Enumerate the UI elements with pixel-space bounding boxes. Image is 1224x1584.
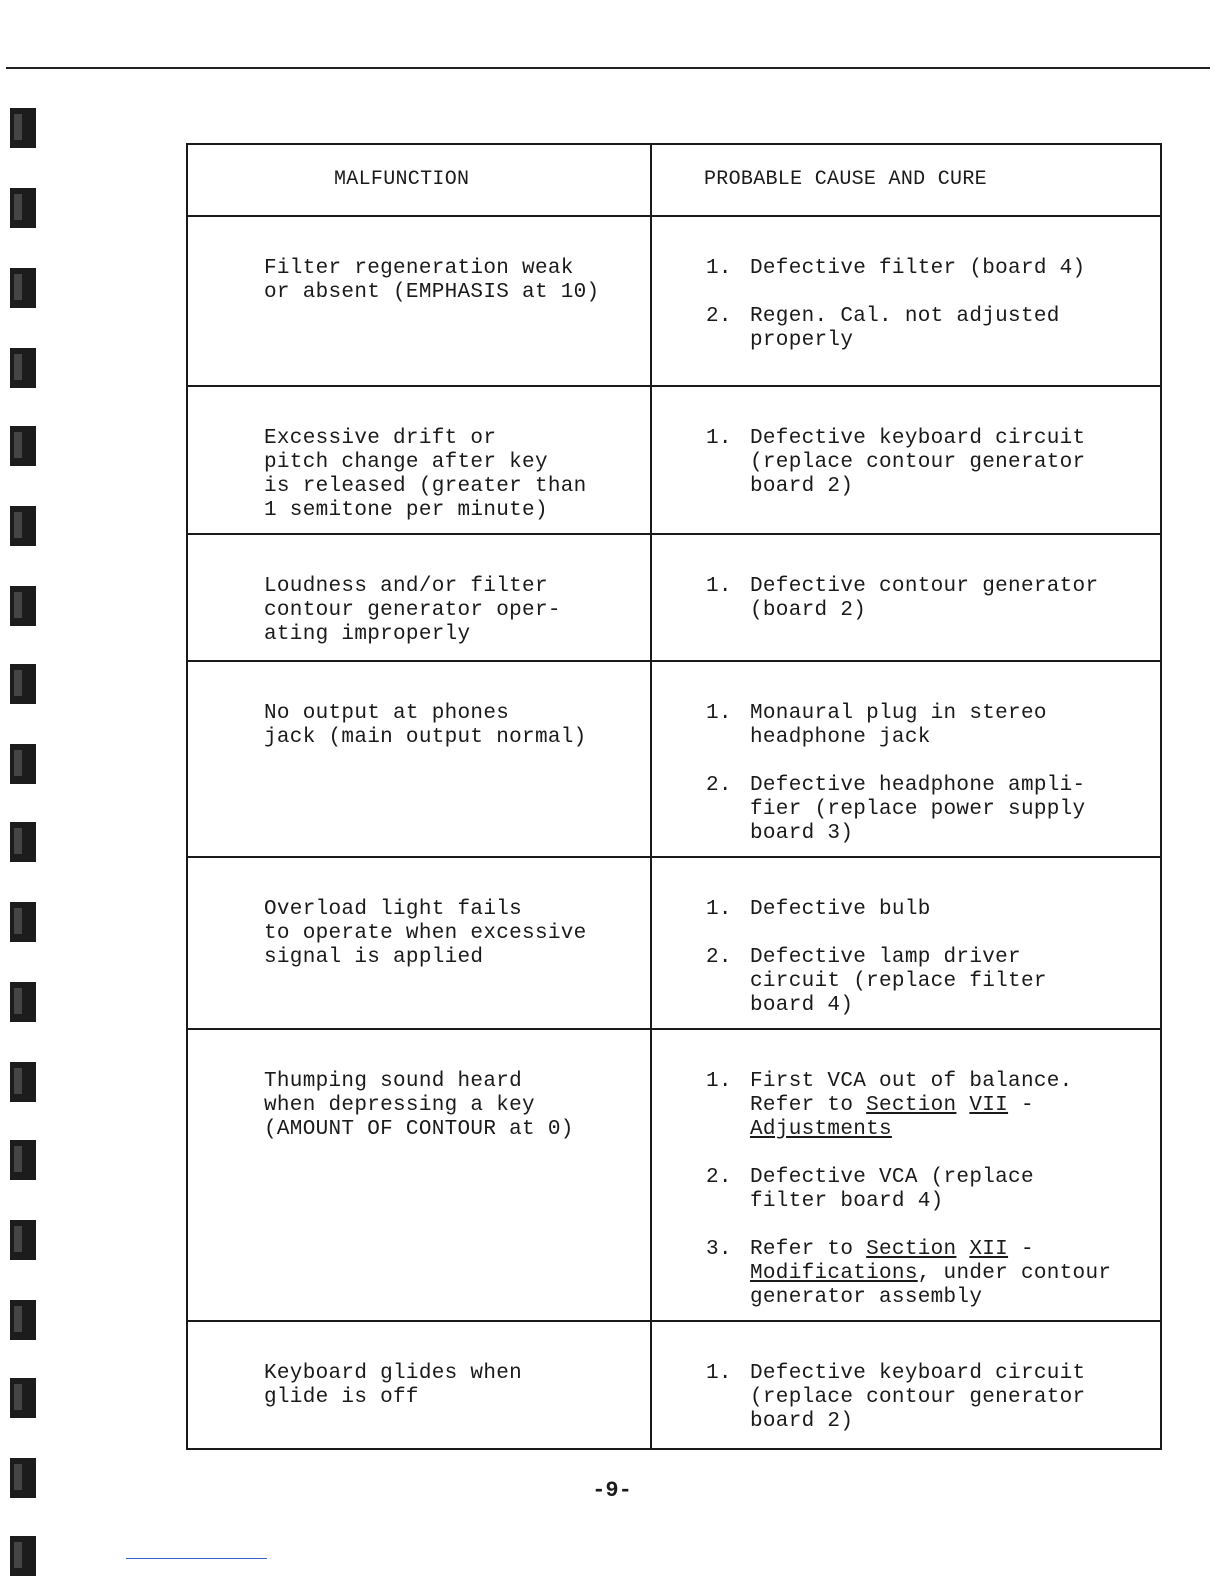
binding-hole [10,822,36,862]
table-row [187,386,1161,534]
binding-hole [10,1140,36,1180]
binding-hole [10,188,36,228]
underlined-reference: VII [969,1094,1009,1117]
top-rule [6,67,1210,69]
bottom-link-line [126,1558,267,1559]
cause-cell [651,1029,1161,1321]
cure-text: Regen. Cal. not adjusted properly [750,305,1060,352]
table-row [187,857,1161,1029]
cure-text: Refer to Section XII - Modifications, under contour generator assembly [750,1238,1112,1309]
binding-hole [10,982,36,1022]
cause-cell [651,1321,1161,1449]
cause-cell [651,386,1161,534]
cure-item [706,1166,1152,1214]
cure-text: Defective lamp driver circuit (replace filter board 4) [750,946,1047,1017]
cure-number: 1. [706,257,732,280]
binding-hole [10,348,36,388]
binding-hole [10,506,36,546]
cause-cell [651,661,1161,857]
troubleshooting-table [186,143,1162,1450]
cure-number: 3. [706,1238,732,1261]
cure-number: 2. [706,305,732,328]
cure-text: Defective contour generator (board 2) [750,575,1099,622]
cure-item [706,1238,1152,1310]
malfunction-cell: Filter regeneration weak or absent (EMPHASIS at 10) [187,216,651,386]
cure-item [706,702,1152,750]
cure-text: First VCA out of balance. Refer to Section VII - Adjustments [750,1070,1073,1141]
cure-number: 1. [706,575,732,598]
table-row [187,661,1161,857]
table-row [187,1029,1161,1321]
underlined-reference: Section [866,1094,957,1117]
underlined-reference: XII [969,1238,1009,1261]
cure-item [706,257,1152,281]
cause-header: PROBABLE CAUSE AND CURE [651,144,1161,216]
cure-number: 2. [706,1166,732,1189]
cure-item [706,575,1152,623]
binding-hole [10,426,36,466]
binding-hole [10,268,36,308]
cure-number: 2. [706,946,732,969]
table-row [187,1321,1161,1449]
cure-item [706,1070,1152,1142]
binding-hole [10,902,36,942]
malfunction-cell: Excessive drift or pitch change after key is released (greater than 1 semitone per minute) [187,386,651,534]
cure-number: 1. [706,1362,732,1385]
cure-text: Defective headphone ampli- fier (replace power supply board 3) [750,774,1086,845]
binding-hole [10,744,36,784]
cure-number: 1. [706,898,732,921]
malfunction-cell: No output at phones jack (main output normal) [187,661,651,857]
cure-number: 2. [706,774,732,797]
cure-number: 1. [706,702,732,725]
underlined-reference: Modifications [750,1262,918,1285]
malfunction-cell: Thumping sound heard when depressing a key (AMOUNT OF CONTOUR at 0) [187,1029,651,1321]
binding-hole [10,586,36,626]
binding-hole [10,1300,36,1340]
cure-item [706,898,1152,922]
table-header-row [187,144,1161,216]
malfunction-cell: Keyboard glides when glide is off [187,1321,651,1449]
cause-cell [651,534,1161,661]
binding-hole [10,1536,36,1576]
cause-cell [651,216,1161,386]
cure-text: Defective bulb [750,898,931,921]
table-row [187,534,1161,661]
binding-holes [0,0,40,1584]
cure-item [706,774,1152,846]
underlined-reference: Section [866,1238,957,1261]
binding-hole [10,108,36,148]
table-body [187,216,1161,1449]
malfunction-cell: Overload light fails to operate when excessive signal is applied [187,857,651,1029]
malfunction-cell: Loudness and/or filter contour generator oper- ating improperly [187,534,651,661]
table-row [187,216,1161,386]
cure-number: 1. [706,1070,732,1093]
cure-text: Defective keyboard circuit (replace contour generator board 2) [750,1362,1086,1433]
cure-item [706,427,1152,499]
cure-text: Defective keyboard circuit (replace contour generator board 2) [750,427,1086,498]
cure-item [706,305,1152,353]
binding-hole [10,1062,36,1102]
page-number: -9- [592,1478,632,1503]
cure-item [706,946,1152,1018]
binding-hole [10,1220,36,1260]
cure-text: Defective filter (board 4) [750,257,1086,280]
cure-item [706,1362,1152,1434]
cure-text: Defective VCA (replace filter board 4) [750,1166,1034,1213]
cause-cell [651,857,1161,1029]
cure-number: 1. [706,427,732,450]
binding-hole [10,1378,36,1418]
cure-text: Monaural plug in stereo headphone jack [750,702,1047,749]
malfunction-header: MALFUNCTION [187,144,651,216]
binding-hole [10,664,36,704]
underlined-reference: Adjustments [750,1118,892,1141]
